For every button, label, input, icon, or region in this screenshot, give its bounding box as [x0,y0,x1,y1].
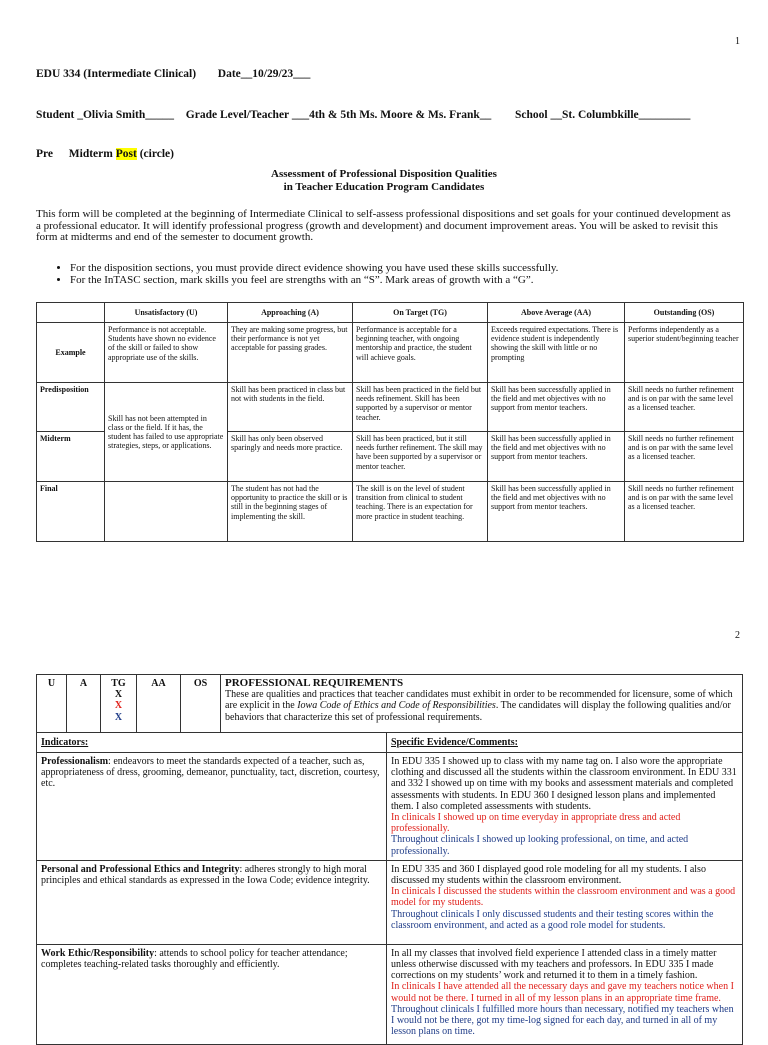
indicator-definition: : endeavors to meet the standards expected of a teacher, such as, appropriateness of dress, grooming, demeanor, punctuality, tact, discretion, courtesy, etc. [41,756,380,790]
rubric-cell: Performance is not acceptable. Students have shown no evidence of the skill or failed to show appropriate use of the skills. [105,323,228,383]
indicator-definition: : adheres strongly to high moral principles and ethical standards as expressed in the Iowa Code; evidence integrity. [41,863,370,887]
rubric-cell: The skill is on the level of student transition from clinical to student teaching. There is an expectation for more practice in student teaching. [353,482,488,542]
rubric-header-u: Unsatisfactory (U) [105,303,228,323]
page-number: 2 [735,630,740,641]
school-name: School __St. Columbkille_________ [515,109,691,121]
evidence-cell [387,860,743,944]
rubric-row-final [37,482,744,542]
evidence-predisposition: In EDU 335 I showed up to class with my name tag on. I also wore the appropriate clothing and discussed all the students within the classroom environment. In EDU 331 and 332 I showed up on time with my books and assessment materials and completed assessments with students. In EDU 360 I designed lesson plans and implemented them. I also completed assessments with students. [391,756,737,812]
rubric-row-label: Midterm [37,432,105,482]
requirements-description-cell [221,675,743,733]
evidence-cell [387,944,743,1044]
rubric-cell: Skill has been practiced in class but not with students in the field. [228,383,353,432]
rubric-cell-u-empty [105,482,228,542]
evidence-midterm: In clinicals I have attended all the necessary days and gave my teachers notice when I would not be there. I turned in all of my lesson plans in an appropriate time frame. [391,981,734,1004]
rubric-row-label: Predisposition [37,383,105,432]
indicators-header-row [37,733,743,753]
indicator-cell [37,753,387,861]
phase-post-highlighted: Post [115,148,137,160]
form-date: Date__10/29/23___ [217,68,311,80]
student-name: Student _Olivia Smith_____ [36,109,175,121]
phase-pre: Pre [36,148,54,160]
rubric-header-row [37,303,744,323]
rating-col-tg-label: TG [111,678,126,689]
rubric-cell: Performs independently as a superior student/beginning teacher [625,323,744,383]
indicator-cell [37,860,387,944]
rating-col-a: A [67,675,101,733]
rating-col-tg [101,675,137,733]
tg-mark-predisposition: X [114,689,123,701]
rubric-cell: The student has not had the opportunity to practice the skill or is still in the beginning stages of implementing the skill. [228,482,353,542]
grade-teacher: Grade Level/Teacher ___4th & 5th Ms. Moore & Ms. Frank__ [185,109,492,121]
rubric-header-aa: Above Average (AA) [488,303,625,323]
rubric-row-predisposition [37,383,744,432]
indicator-cell [37,944,387,1044]
rubric-cell: Exceeds required expectations. There is evidence student is independently showing the skill with little or no prompting [488,323,625,383]
evidence-midterm: In clinicals I discussed the students within the classroom environment and was a good model for my students. [391,886,736,909]
rubric-cell: Skill has only been observed sparingly and needs more practice. [228,432,353,482]
tg-mark-final: X [114,711,123,723]
rating-col-os: OS [181,675,221,733]
rubric-cell: Skill has been successfully applied in the field and met objectives with no support from mentor teachers. [488,432,625,482]
form-title-line1: Assessment of Professional Disposition Qualities [271,168,497,180]
iowa-code-reference: Iowa Code of Ethics and Code of Responsibilities [297,700,496,712]
intro-paragraph: This form will be completed at the beginning of Intermediate Clinical to self-assess professional dispositions and set goals for your continued development as a professional educator. It will identify professional progress (growth and development) and document improvement areas. You will be asked to revisit this form at midterms and end of the semester to document growth. [36,208,731,243]
phase-circle-note: (circle) [139,148,174,160]
evidence-final: Throughout clinicals I only discussed students and their testing scores within the classroom environment, and acted as a good role model for students. [391,908,714,931]
page-number: 1 [735,36,740,47]
rubric-cell: They are making some progress, but their performance is not yet acceptable for passing grades. [228,323,353,383]
rubric-header-tg: On Target (TG) [353,303,488,323]
evidence-final: Throughout clinicals I showed up looking professional, on time, and acted professionally. [391,834,689,857]
rubric-cell: Skill needs no further refinement and is on par with the same level as a licensed teacher. [625,482,744,542]
indicator-term: Professionalism [41,756,109,767]
evidence-final: Throughout clinicals I fulfilled more hours than necessary, notified my teachers when I would not be there, got my time-log signed for each day, and turned in all of my lesson plans on time. [391,1003,734,1038]
phase-line [36,148,174,160]
rating-col-aa: AA [137,675,181,733]
phase-midterm: Midterm [68,148,113,160]
rubric-cell: Skill has been successfully applied in the field and met objectives with no support from mentor teachers. [488,482,625,542]
rubric-cell-u-merged: Skill has not been attempted in class or the field. If it has, the student has failed to use appropriate strategies, steps, or applications. [105,383,228,482]
indicator-definition: : attends to school policy for teacher attendance; completes teaching-related tasks thoroughly and efficiently. [41,947,348,971]
course-name: EDU 334 (Intermediate Clinical) [36,68,197,80]
evidence-predisposition: In EDU 335 and 360 I displayed good role modeling for all my students. I also discussed my students within the classroom environment. [391,863,706,887]
rubric-cell: Performance is acceptable for a beginning teacher, with ongoing mentorship and practice, the student will achieve goals. [353,323,488,383]
rubric-cell: Skill has been successfully applied in the field and met objectives with no support from mentor teachers. [488,383,625,432]
evidence-predisposition: In all my classes that involved field experience I attended class in a timely matter unless otherwise discussed with my teachers and professors. In EDU 335 I made corrections on my students’ work and returned it to them in a timely fashion. [391,947,717,982]
instruction-list [36,263,736,286]
student-line [36,109,690,121]
evidence-label: Specific Evidence/Comments: [387,733,743,753]
professional-requirements-table [36,674,743,1045]
section-description-text: These are qualities and practices that teacher candidates must exhibit in order to be recommended for licensure, some of which are explicit in the [225,689,733,712]
evidence-midterm: In clinicals I showed up on time everyday in appropriate dress and acted professionally. [391,812,681,835]
instruction-item: • For the disposition sections, you must provide direct evidence showing you have used these skills successfully. [70,263,736,275]
indicator-term: Personal and Professional Ethics and Integrity [41,863,240,875]
rubric-table [36,302,744,542]
rubric-cell: Skill has been practiced in the field but needs refinement. Skill has been supported by a supervisor or mentor teacher. [353,383,488,432]
evidence-cell [387,753,743,861]
course-line [36,68,310,80]
indicator-term: Work Ethic/Responsibility [41,947,155,959]
instruction-item: • For the InTASC section, mark skills you feel are strengths with an “S”. Mark areas of growth with a “G”. [70,275,736,287]
tg-mark-midterm: X [114,700,123,712]
section-description-text: . The candidates will display the following qualities and/or behaviors that characterize this set of professional requirements. [225,700,731,723]
rubric-cell: Skill needs no further refinement and is on par with the same level as a licensed teacher. [625,432,744,482]
form-title-line2: in Teacher Education Program Candidates [283,181,485,193]
rubric-header-os: Outstanding (OS) [625,303,744,323]
rating-col-u: U [37,675,67,733]
rubric-header-blank [37,303,105,323]
rubric-row-label: Final [37,482,105,542]
requirements-header-row [37,675,743,733]
rubric-cell: Skill needs no further refinement and is on par with the same level as a licensed teacher. [625,383,744,432]
rubric-header-a: Approaching (A) [228,303,353,323]
rubric-row-example [37,323,744,383]
section-description [225,689,738,723]
indicator-row-work-ethic [37,944,743,1044]
rubric-cell: Skill has been practiced, but it still needs further refinement. The skill may have been supported by a supervisor or mentor teacher. [353,432,488,482]
rubric-row-label: Example [37,323,105,383]
section-title: PROFESSIONAL REQUIREMENTS [225,677,404,689]
indicators-label: Indicators: [37,733,387,753]
indicator-row-ethics [37,860,743,944]
indicator-row-professionalism [37,753,743,861]
